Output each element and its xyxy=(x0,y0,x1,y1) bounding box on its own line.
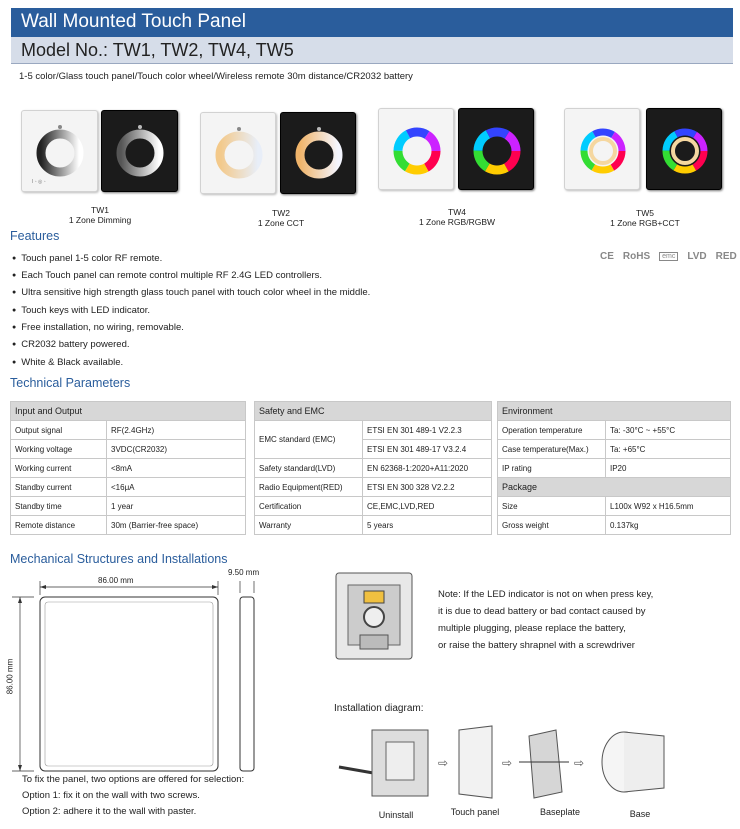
product-caption-tw4: TW4 1 Zone RGB/RGBW xyxy=(418,207,496,227)
table-row: Radio Equipment(RED) ETSI EN 300 328 V2.2.2 xyxy=(255,478,492,497)
width-dimension: 86.00 mm xyxy=(98,576,134,585)
certification-logos xyxy=(600,251,737,262)
dimming-wheel-icon xyxy=(102,111,179,193)
features-title: Features xyxy=(10,229,60,243)
step-base: Base xyxy=(629,809,651,819)
table-row: Standby current <16μA xyxy=(11,478,246,497)
feature-item: ● White & Black available. xyxy=(12,357,123,368)
svg-text:I ◦ ◎ ◦: I ◦ ◎ ◦ xyxy=(32,179,46,185)
table-row: Standby time 1 year xyxy=(11,497,246,516)
cct-wheel-icon xyxy=(201,113,277,195)
step-baseplate: Baseplate xyxy=(539,807,581,817)
rgb-cct-wheel-icon xyxy=(565,109,641,191)
feature-item: ● Ultra sensitive high strength glass touch panel with touch color wheel in the middle. xyxy=(12,287,370,298)
battery-note: Note: If the LED indicator is not on when press key, it is due to dead battery or bad contact caused by multiple plugging, please replace the battery, or raise the battery shrapnel with a screwdriver xyxy=(438,589,654,651)
step-touch-panel: Touch panel xyxy=(450,807,500,817)
table-row: Working voltage 3VDC(CR2032) xyxy=(11,440,246,459)
table-row: EMC standard (EMC) ETSI EN 301 489-1 V2.2.3 xyxy=(255,421,492,440)
feature-item: ● Free installation, no wiring, removable. xyxy=(12,322,184,333)
table-row: IP rating IP20 xyxy=(498,459,731,478)
step-uninstall: Uninstall xyxy=(378,810,414,820)
red-logo: RED xyxy=(715,251,737,262)
tw2-black-panel xyxy=(280,112,356,194)
table-row: Case temperature(Max.) Ta: +65°C xyxy=(498,440,731,459)
table-row: Working current <8mA xyxy=(11,459,246,478)
table-row: ETSI EN 301 489-17 V3.2.4 xyxy=(255,440,492,459)
installation-title: Installation diagram: xyxy=(334,703,424,714)
table-header: Environment xyxy=(498,402,731,421)
rgb-color-wheel-icon xyxy=(459,109,535,191)
rgb-color-wheel-icon xyxy=(379,109,455,191)
fixing-instructions: To fix the panel, two options are offered for selection: Option 1: fix it on the wall with two screws. Option 2: adhere it to the wall with paster. xyxy=(22,774,245,817)
table-row: Certification CE,EMC,LVD,RED xyxy=(255,497,492,516)
table-row: Warranty 5 years xyxy=(255,516,492,535)
tech-params-title: Technical Parameters xyxy=(10,376,131,390)
rohs-logo: RoHS xyxy=(622,251,651,262)
emc-logo: emc xyxy=(659,252,678,261)
svg-text:⇨: ⇨ xyxy=(438,756,449,770)
table-header: Safety and EMC xyxy=(255,402,492,421)
feature-item: ● Touch panel 1-5 color RF remote. xyxy=(12,253,162,264)
table-row: Output signal RF(2.4GHz) xyxy=(11,421,246,440)
rgb-cct-wheel-icon xyxy=(647,109,723,191)
product-caption-tw1: TW1 1 Zone Dimming xyxy=(68,205,132,225)
tw1-black-panel xyxy=(101,110,178,192)
cct-wheel-icon xyxy=(281,113,357,195)
feature-item: ● Touch keys with LED indicator. xyxy=(12,305,150,316)
svg-text:⇨: ⇨ xyxy=(574,756,585,770)
safety-emc-table xyxy=(254,401,492,535)
table-header: Input and Output xyxy=(11,402,246,421)
table-row: Remote distance 30m (Barrier-free space) xyxy=(11,516,246,535)
tw1-white-panel xyxy=(21,110,98,192)
mechanical-title: Mechanical Structures and Installations xyxy=(10,552,228,566)
table-header: Package xyxy=(498,478,731,497)
table-row: Gross weight 0.137kg xyxy=(498,516,731,535)
model-number: Model No.: TW1, TW2, TW4, TW5 xyxy=(11,37,733,64)
tw5-black-panel xyxy=(646,108,722,190)
svg-text:⇨: ⇨ xyxy=(502,756,513,770)
ce-logo: CE xyxy=(600,251,614,262)
product-caption-tw2: TW2 1 Zone CCT xyxy=(257,208,305,228)
dimming-wheel-icon xyxy=(22,111,99,193)
height-dimension: 86.00 mm xyxy=(5,658,15,695)
depth-dimension: 9.50 mm xyxy=(228,568,260,577)
table-row: Operation temperature Ta: -30°C ~ +55°C xyxy=(498,421,731,440)
tw5-white-panel xyxy=(564,108,640,190)
subtitle: 1-5 color/Glass touch panel/Touch color wheel/Wireless remote 30m distance/CR2032 battery xyxy=(19,71,413,82)
tw4-white-panel xyxy=(378,108,454,190)
installation-diagram xyxy=(334,722,734,802)
header-title: Wall Mounted Touch Panel xyxy=(11,8,733,37)
input-output-table xyxy=(10,401,246,535)
tw4-black-panel xyxy=(458,108,534,190)
table-row: Size L100x W92 x H16.5mm xyxy=(498,497,731,516)
feature-item: ● CR2032 battery powered. xyxy=(12,339,130,350)
product-caption-tw5: TW5 1 Zone RGB+CCT xyxy=(610,208,680,228)
feature-item: ● Each Touch panel can remote control multiple RF 2.4G LED controllers. xyxy=(12,270,322,281)
table-row: Safety standard(LVD) EN 62368-1:2020+A11:2020 xyxy=(255,459,492,478)
dimension-drawing xyxy=(8,575,278,775)
environment-package-table xyxy=(497,401,731,535)
lvd-logo: LVD xyxy=(687,251,707,262)
tw2-white-panel xyxy=(200,112,276,194)
panel-back-illustration xyxy=(334,571,414,661)
